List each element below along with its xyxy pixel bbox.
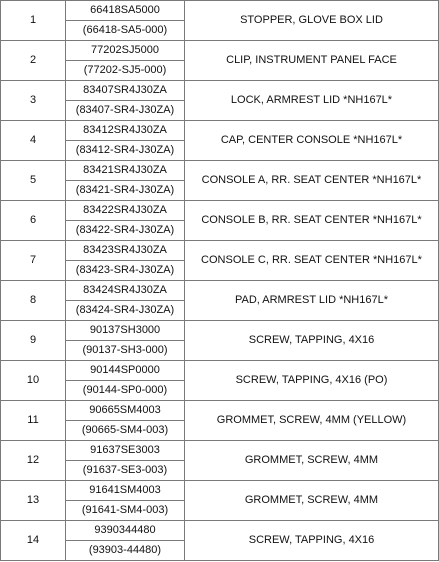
part-number: 83424SR4J30ZA <box>66 281 185 301</box>
part-description: GROMMET, SCREW, 4MM (YELLOW) <box>185 401 439 441</box>
alternate-part-number: (83423-SR4-J30ZA) <box>66 261 185 281</box>
parts-table-body <box>1 1 439 561</box>
alternate-part-number: (93903-44480) <box>66 541 185 561</box>
part-description: CONSOLE C, RR. SEAT CENTER *NH167L* <box>185 241 439 281</box>
alternate-part-number: (83424-SR4-J30ZA) <box>66 301 185 321</box>
part-description: LOCK, ARMREST LID *NH167L* <box>185 81 439 121</box>
table-row <box>1 281 439 301</box>
item-number: 2 <box>1 41 66 81</box>
part-number: 83412SR4J30ZA <box>66 121 185 141</box>
part-number: 90144SP0000 <box>66 361 185 381</box>
part-description: CLIP, INSTRUMENT PANEL FACE <box>185 41 439 81</box>
table-row <box>1 161 439 181</box>
part-number: 77202SJ5000 <box>66 41 185 61</box>
table-row <box>1 41 439 61</box>
part-number: 90665SM4003 <box>66 401 185 421</box>
table-row <box>1 441 439 461</box>
table-row <box>1 121 439 141</box>
item-number: 4 <box>1 121 66 161</box>
alternate-part-number: (91637-SE3-003) <box>66 461 185 481</box>
table-row <box>1 361 439 381</box>
part-description: GROMMET, SCREW, 4MM <box>185 441 439 481</box>
item-number: 10 <box>1 361 66 401</box>
part-description: SCREW, TAPPING, 4X16 (PO) <box>185 361 439 401</box>
table-row <box>1 321 439 341</box>
alternate-part-number: (90137-SH3-000) <box>66 341 185 361</box>
item-number: 9 <box>1 321 66 361</box>
item-number: 3 <box>1 81 66 121</box>
table-row <box>1 401 439 421</box>
table-row <box>1 81 439 101</box>
part-description: CONSOLE B, RR. SEAT CENTER *NH167L* <box>185 201 439 241</box>
alternate-part-number: (83422-SR4-J30ZA) <box>66 221 185 241</box>
part-number: 83423SR4J30ZA <box>66 241 185 261</box>
item-number: 6 <box>1 201 66 241</box>
alternate-part-number: (90665-SM4-003) <box>66 421 185 441</box>
part-number: 66418SA5000 <box>66 1 185 21</box>
part-description: STOPPER, GLOVE BOX LID <box>185 1 439 41</box>
item-number: 7 <box>1 241 66 281</box>
part-description: CONSOLE A, RR. SEAT CENTER *NH167L* <box>185 161 439 201</box>
part-description: SCREW, TAPPING, 4X16 <box>185 521 439 561</box>
table-row <box>1 521 439 541</box>
table-row <box>1 241 439 261</box>
part-description: GROMMET, SCREW, 4MM <box>185 481 439 521</box>
part-description: SCREW, TAPPING, 4X16 <box>185 321 439 361</box>
item-number: 13 <box>1 481 66 521</box>
item-number: 14 <box>1 521 66 561</box>
table-row <box>1 481 439 501</box>
part-number: 83407SR4J30ZA <box>66 81 185 101</box>
part-description: CAP, CENTER CONSOLE *NH167L* <box>185 121 439 161</box>
part-number: 9390344480 <box>66 521 185 541</box>
table-row <box>1 201 439 221</box>
alternate-part-number: (83407-SR4-J30ZA) <box>66 101 185 121</box>
part-number: 91641SM4003 <box>66 481 185 501</box>
alternate-part-number: (83412-SR4-J30ZA) <box>66 141 185 161</box>
part-number: 91637SE3003 <box>66 441 185 461</box>
alternate-part-number: (90144-SP0-000) <box>66 381 185 401</box>
part-description: PAD, ARMREST LID *NH167L* <box>185 281 439 321</box>
alternate-part-number: (77202-SJ5-000) <box>66 61 185 81</box>
item-number: 1 <box>1 1 66 41</box>
part-number: 83422SR4J30ZA <box>66 201 185 221</box>
item-number: 11 <box>1 401 66 441</box>
alternate-part-number: (66418-SA5-000) <box>66 21 185 41</box>
item-number: 8 <box>1 281 66 321</box>
item-number: 5 <box>1 161 66 201</box>
alternate-part-number: (91641-SM4-003) <box>66 501 185 521</box>
item-number: 12 <box>1 441 66 481</box>
alternate-part-number: (83421-SR4-J30ZA) <box>66 181 185 201</box>
part-number: 90137SH3000 <box>66 321 185 341</box>
table-row <box>1 1 439 21</box>
part-number: 83421SR4J30ZA <box>66 161 185 181</box>
